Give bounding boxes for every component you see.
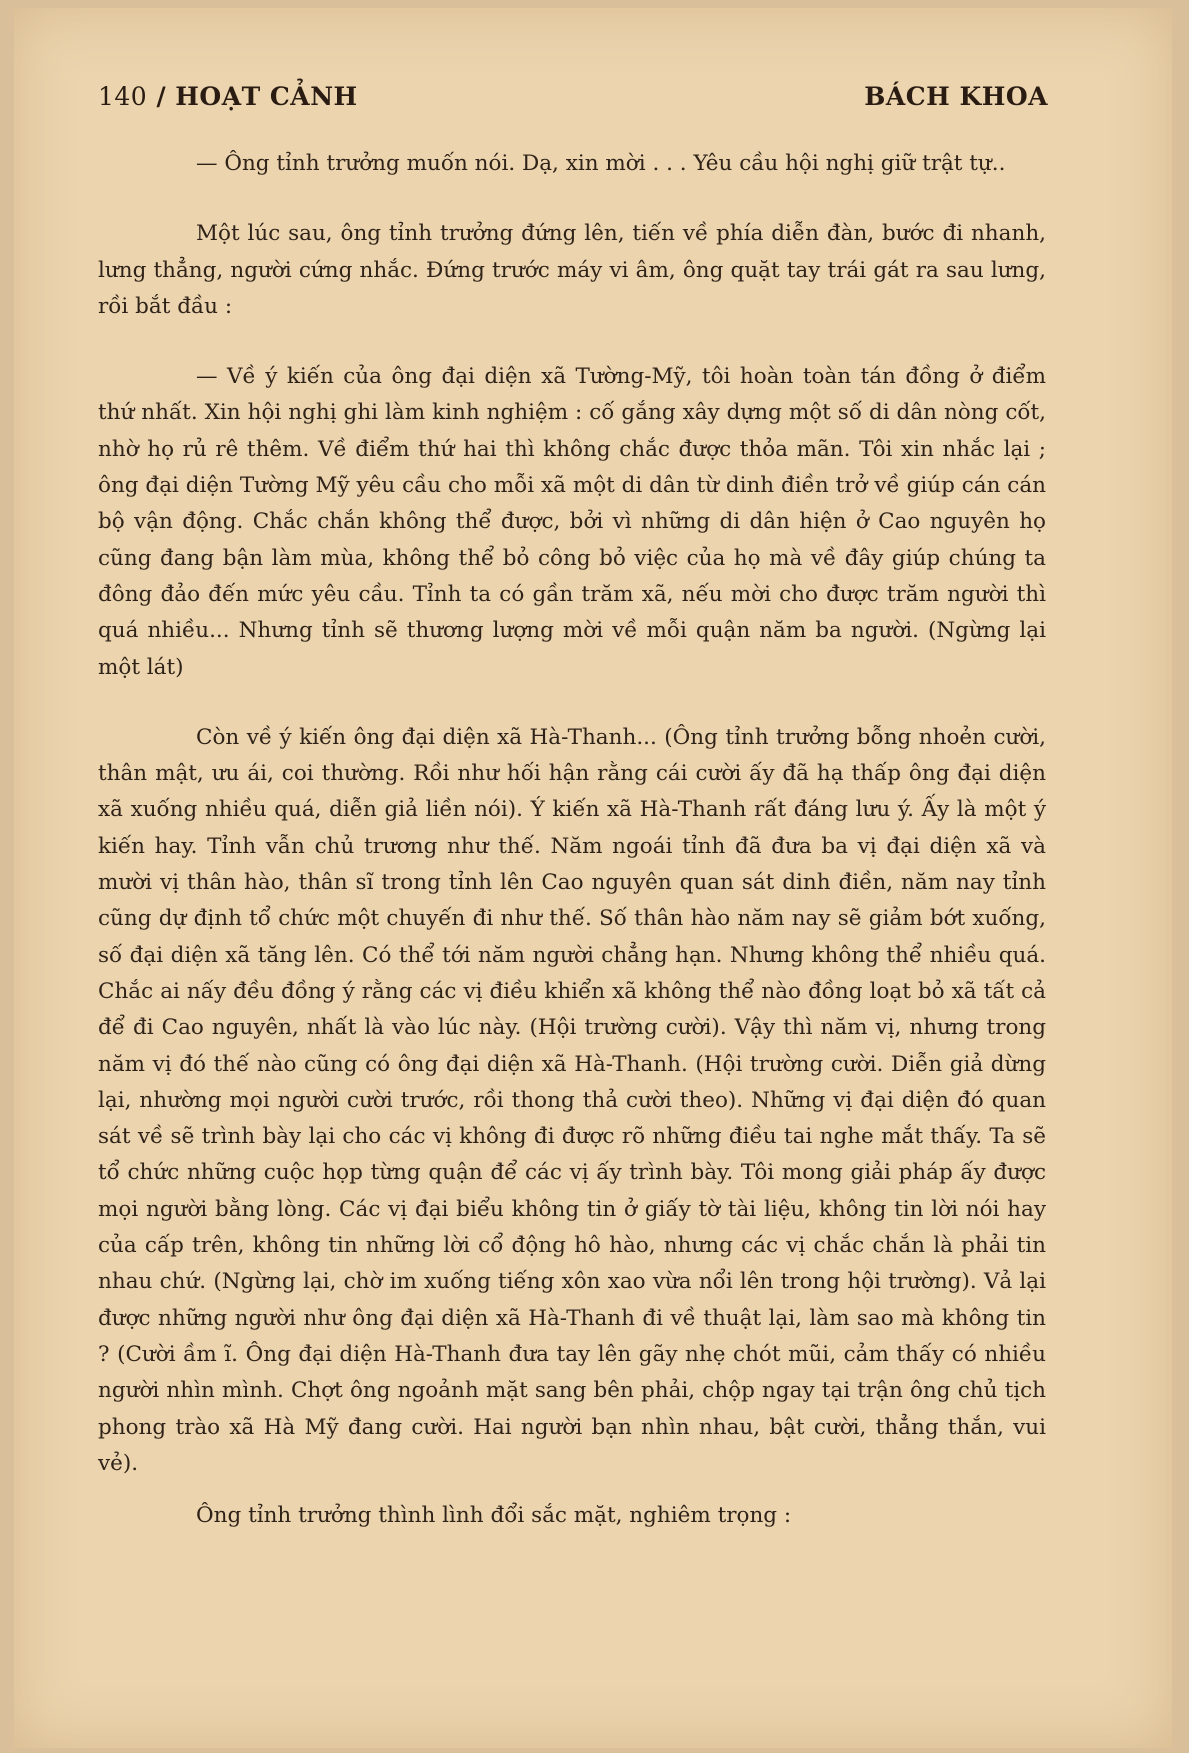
section-title: HOẠT CẢNH [175,82,358,111]
paragraph-governor-serious: Ông tỉnh trưởng thình lình đổi sắc mặt, nghiêm trọng : [196,1503,792,1529]
page-header [98,82,1048,122]
header-separator: / [156,82,167,111]
book-page [14,8,1172,1748]
paragraph-chairman-call: — Ông tỉnh trưởng muốn nói. Dạ, xin mời . . . Yêu cầu hội nghị giữ trật tự.. [196,151,1006,176]
body-text [98,146,1046,1534]
header-left [98,82,358,111]
paragraph-ha-thanh-response: Còn về ý kiến ông đại diện xã Hà-Thanh... (Ông tỉnh trưởng bỗng nhoẻn cười, thân mật, ưu ái, coi thường. Rồi như hối hận rằng cái cười ấy đã hạ thấp ông đại diện xã xuống nhiều quá, diễn giả liền nói). Ý kiến xã Hà-Thanh rất đáng lưu ý. Ấy là một ý kiến hay. Tỉnh vẫn chủ trương như thế. Năm ngoái tỉnh đã đưa ba vị đại diện xã và mười vị thân hào, thân sĩ trong tỉnh lên Cao nguyên quan sát dinh điền, năm nay tỉnh cũng dự định tổ chức một chuyến đi như thế. Số thân hào năm nay sẽ giảm bớt xuống, số đại diện xã tăng lên. Có thể tới năm người chẳng hạn. Nhưng không thể nhiều quá. Chắc ai nấy đều đồng ý rằng các vị điều khiển xã không thể nào đồng loạt bỏ xã tất cả để đi Cao nguyên, nhất là vào lúc này. (Hội trường cười). Vậy thì năm vị, nhưng trong năm vị đó thế nào cũng có ông đại diện xã Hà-Thanh. (Hội trường cười. Diễn giả dừng lại, nhường mọi người cười trước, rồi thong thả cười theo). Những vị đại diện đó quan sát về sẽ trình bày lại cho các vị không đi được rõ những điều tai nghe mắt thấy. Ta sẽ tổ chức những cuộc họp từng quận để các vị ấy trình bày. Tôi mong giải pháp ấy được mọi người bằng lòng. Các vị đại biểu không tin ở giấy tờ tài liệu, không tin lời nói hay của cấp trên, không tin những lời cổ động hô hào, nhưng các vị chắc chắn là phải tin nhau chứ. (Ngừng lại, chờ im xuống tiếng xôn xao vừa nổi lên trong hội trường). Vả lại được những người như ông đại diện xã Hà-Thanh đi về thuật lại, làm sao mà không tin ? (Cười ầm ĩ. Ông đại diện Hà-Thanh đưa tay lên gãy nhẹ chót mũi, cảm thấy có nhiều người nhìn mình. Chợt ông ngoảnh mặt sang bên phải, chộp ngay tại trận ông chủ tịch phong trào xã Hà Mỹ đang cười. Hai người bạn nhìn nhau, bật cười, thẳng thắn, vui vẻ). [98,724,1046,1476]
paragraph-governor-rises: Một lúc sau, ông tỉnh trưởng đứng lên, tiến về phía diễn đàn, bước đi nhanh, lưng thẳng, người cứng nhắc. Đứng trước máy vi âm, ông quặt tay trái gát ra sau lưng, rồi bắt đầu : [98,221,1046,319]
publication-title: BÁCH KHOA [864,82,1048,111]
page-number: 140 [98,82,148,111]
paragraph-tuong-my-response: — Về ý kiến của ông đại diện xã Tường-Mỹ, tôi hoàn toàn tán đồng ở điểm thứ nhất. Xin hội nghị ghi làm kinh nghiệm : cố gắng xây dựng một số di dân nòng cốt, nhờ họ rủ rê thêm. Về điểm thứ hai thì không chắc được thỏa mãn. Tôi xin nhắc lại ; ông đại diện Tường Mỹ yêu cầu cho mỗi xã một di dân từ dinh điền trở về giúp cán cán bộ vận động. Chắc chắn không thể được, bởi vì những di dân hiện ở Cao nguyên họ cũng đang bận làm mùa, không thể bỏ công bỏ việc của họ mà về đây giúp chúng ta đông đảo đến mức yêu cầu. Tỉnh ta có gần trăm xã, nếu mời cho được trăm người thì quá nhiều... Nhưng tỉnh sẽ thương lượng mời về mỗi quận năm ba người. (Ngừng lại một lát) [98,364,1046,680]
